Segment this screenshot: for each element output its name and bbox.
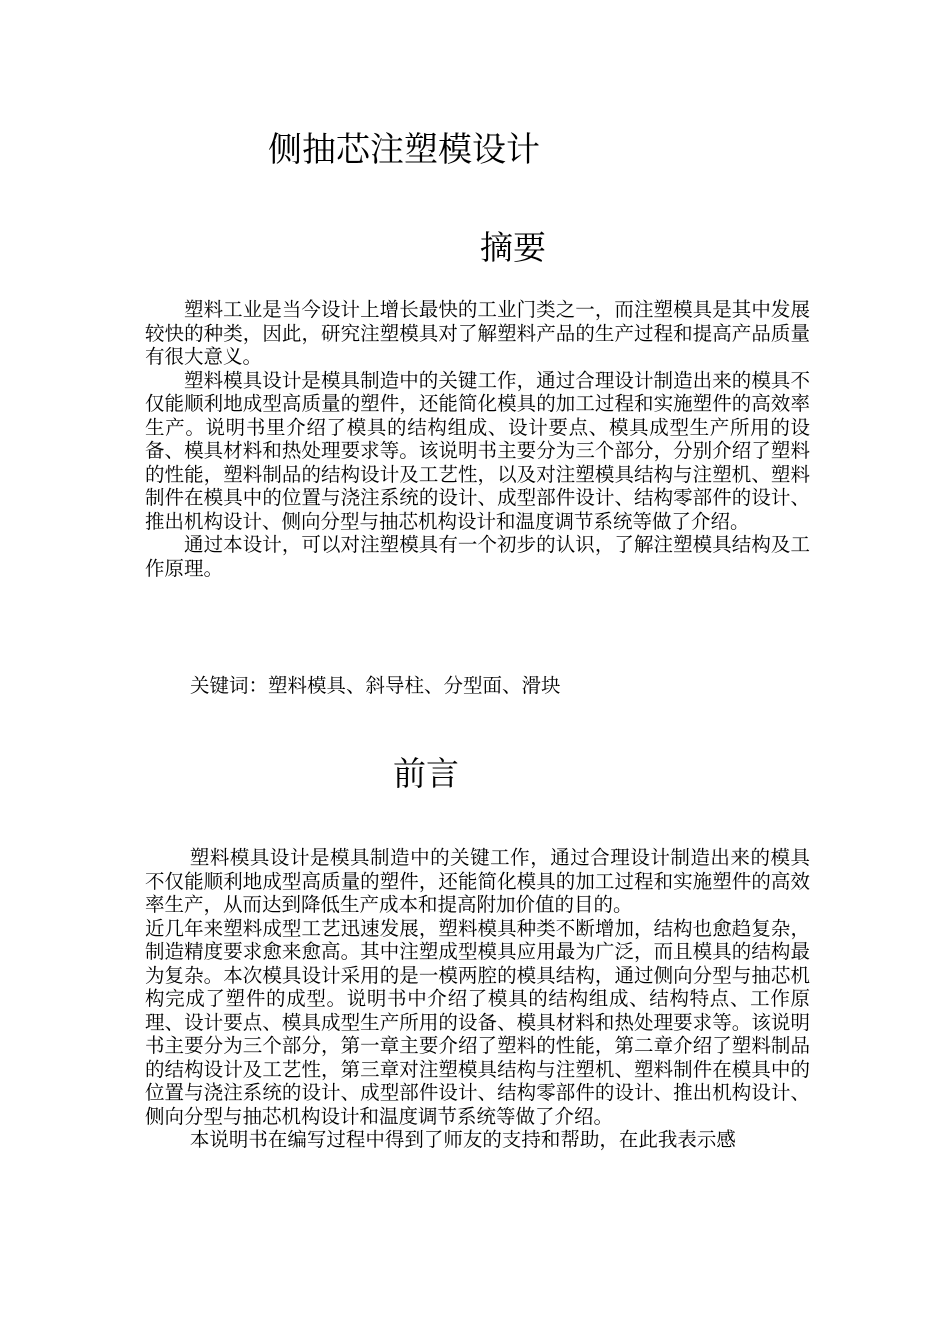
preface-heading: 前言 [393, 754, 459, 793]
preface-paragraph: 近几年来塑料成型工艺迅速发展，塑料模具种类不断增加，结构也愈趋复杂，制造精度要求愈来愈高。其中注塑成型模具应用最为广泛，而且模具的结构最为复杂。本次模具设计采用的是一模两腔的模具结构，通过侧向分型与抽芯机构完成了塑件的成型。说明书中介绍了模具的结构组成、结构特点、工作原理、设计要点、模具成型生产所用的设备、模具材料和热处理要求等。该说明书主要分为三个部分，第一章主要介绍了塑料的性能，第二章介绍了塑料制品的结构设计及工艺性，第三章对注塑模具结构与注塑机、塑料制件在模具中的位置与浇注系统的设计、成型部件设计、结构零部件的设计、推出机构设计、侧向分型与抽芯机构设计和温度调节系统等做了介绍。 [145, 916, 810, 1128]
keywords-line: 关键词：塑料模具、斜导柱、分型面、滑块 [190, 674, 561, 697]
preface-paragraph: 本说明书在编写过程中得到了师友的支持和帮助，在此我表示感 [189, 1128, 736, 1151]
preface-paragraph: 塑料模具设计是模具制造中的关键工作，通过合理设计制造出来的模具不仅能顺利地成型高质量的塑件，还能简化模具的加工过程和实施塑件的高效率生产，从而达到降低生产成本和提高附加价值的目的。 [145, 846, 810, 916]
abstract-paragraph: 通过本设计，可以对注塑模具有一个初步的认识，了解注塑模具结构及工作原理。 [145, 533, 810, 580]
document-title: 侧抽芯注塑模设计 [268, 130, 540, 170]
abstract-body [145, 298, 810, 580]
preface-body [145, 846, 810, 1152]
abstract-paragraph: 塑料工业是当今设计上增长最快的工业门类之一，而注塑模具是其中发展较快的种类，因此，研究注塑模具对了解塑料产品的生产过程和提高产品质量有很大意义。 [145, 298, 810, 368]
abstract-heading: 摘要 [480, 228, 546, 267]
abstract-paragraph: 塑料模具设计是模具制造中的关键工作，通过合理设计制造出来的模具不仅能顺利地成型高质量的塑件，还能简化模具的加工过程和实施塑件的高效率生产。说明书里介绍了模具的结构组成、设计要点、模具成型生产所用的设备、模具材料和热处理要求等。该说明书主要分为三个部分，分别介绍了塑料的性能，塑料制品的结构设计及工艺性，以及对注塑模具结构与注塑机、塑料制件在模具中的位置与浇注系统的设计、成型部件设计、结构零部件的设计、推出机构设计、侧向分型与抽芯机构设计和温度调节系统等做了介绍。 [145, 368, 810, 533]
